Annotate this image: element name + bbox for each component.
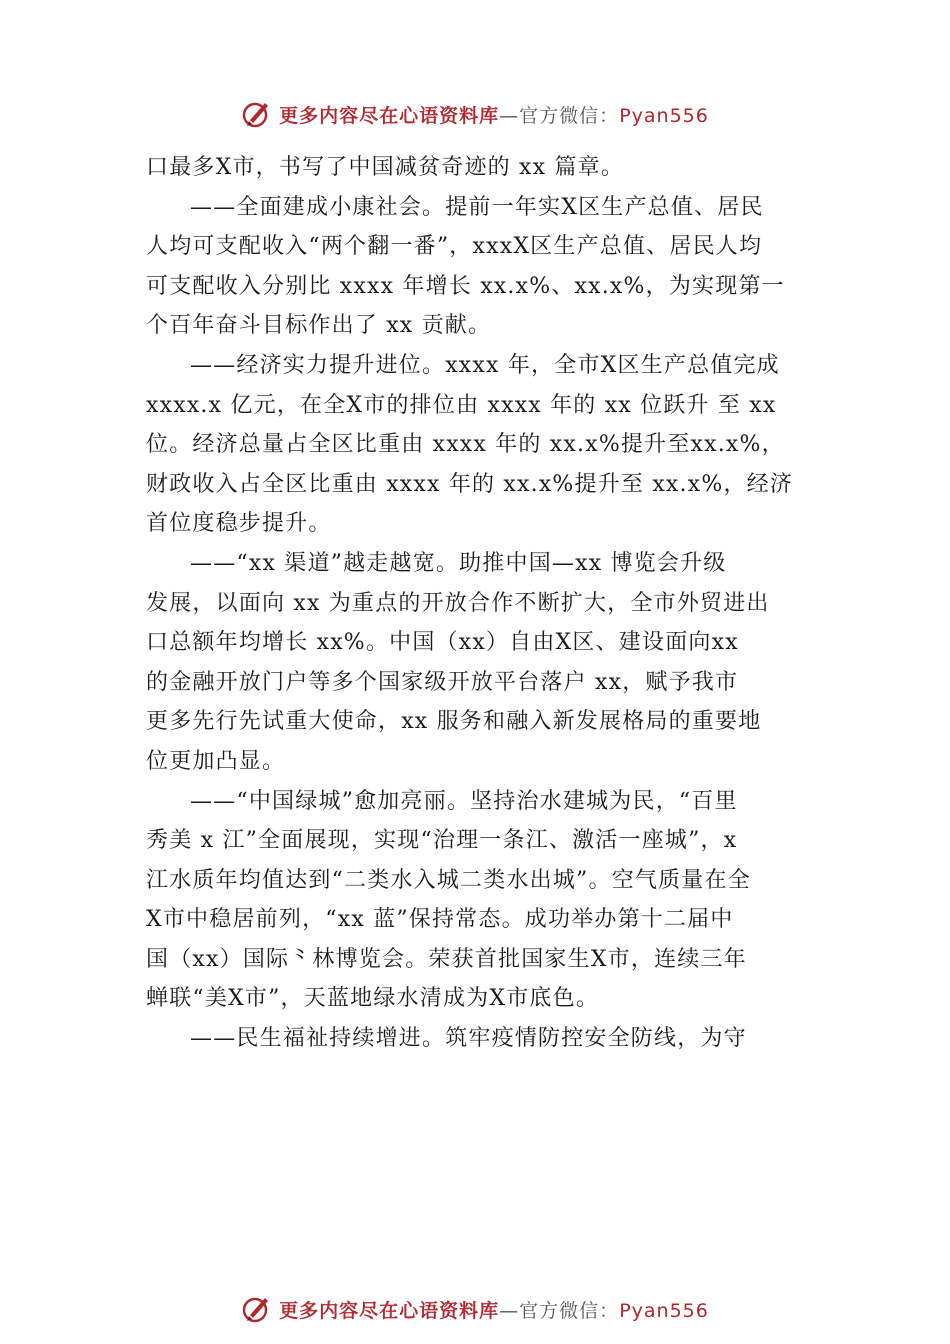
banner-wechat-label: —官方微信： xyxy=(499,1299,620,1322)
banner-wechat-label: —官方微信： xyxy=(499,104,620,127)
text-line: 人均可支配收入“两个翻一番”，xxxX区生产总值、居民人均 xyxy=(146,234,763,260)
text-line: 个百年奋斗目标作出了 xx 贡献。 xyxy=(146,313,492,339)
banner-site-name: 更多内容尽在心语资料库 xyxy=(279,1299,500,1322)
banner-wechat-id: Pyan556 xyxy=(619,1299,709,1322)
text-line: ——全面建成小康社会。提前一年实X区生产总值、居民 xyxy=(190,194,764,220)
text-line: 位。经济总量占全区比重由 xxxx 年的 xx.x%提升至xx.x%， xyxy=(146,432,785,458)
text-line: 更多先行先试重大使命，xx 服务和融入新发展格局的重要地 xyxy=(146,709,762,735)
brush-logo-icon xyxy=(241,98,273,130)
text-line: X市中稳居前列，“xx 蓝”保持常态。成功举办第十二届中 xyxy=(146,907,734,933)
document-body xyxy=(146,148,836,1059)
text-line: 蝉联“美X市”，天蓝地绿水清成为X市底色。 xyxy=(146,986,600,1012)
header-banner xyxy=(0,94,950,134)
text-line: 位更加凸显。 xyxy=(146,748,286,774)
banner-site-name: 更多内容尽在心语资料库 xyxy=(279,104,500,127)
text-line: ——民生福祉持续增进。筑牢疫情防控安全防线，为守 xyxy=(190,1026,747,1052)
brush-logo-icon xyxy=(241,1293,273,1325)
text-line: 口最多X市，书写了中国减贫奇迹的 xx 篇章。 xyxy=(146,155,625,180)
text-line: 口总额年均增长 xx%。中国（xx）自由X区、建设面向xx xyxy=(146,630,739,656)
text-line: ——“中国绿城”愈加亮丽。坚持治水建城为民，“百里 xyxy=(190,788,738,814)
text-line: 可支配收入分别比 xxxx 年增长 xx.x%、xx.x%，为实现第一 xyxy=(146,273,785,299)
text-line: xxxx.x 亿元，在全X市的排位由 xxxx 年的 xx 位跃升 至 xx xyxy=(146,392,777,418)
text-line: ——经济实力提升进位。xxxx 年，全市X区生产总值完成 xyxy=(190,352,780,378)
banner-wechat-id: Pyan556 xyxy=(619,104,709,127)
text-line: ——“xx 渠道”越走越宽。助推中国—xx 博览会升级 xyxy=(190,550,727,576)
text-line: 财政收入占全区比重由 xxxx 年的 xx.x%提升至 xx.x%，经济 xyxy=(146,471,794,497)
text-line: 秀美 x 江”全面展现，实现“治理一条江、激活一座城”，x xyxy=(146,828,738,854)
text-line: 国（xx）国际⺀林博览会。荣获首批国家生X市，连续三年 xyxy=(146,946,747,972)
footer-banner xyxy=(0,1289,950,1329)
text-line: 的金融开放门户等多个国家级开放平台落户 xx，赋予我市 xyxy=(146,669,739,695)
text-line: 发展，以面向 xx 为重点的开放合作不断扩大，全市外贸进出 xyxy=(146,590,770,616)
text-line: 首位度稳步提升。 xyxy=(146,511,332,537)
text-line: 江水质年均值达到“二类水入城二类水出城”。空气质量在全 xyxy=(146,867,751,893)
